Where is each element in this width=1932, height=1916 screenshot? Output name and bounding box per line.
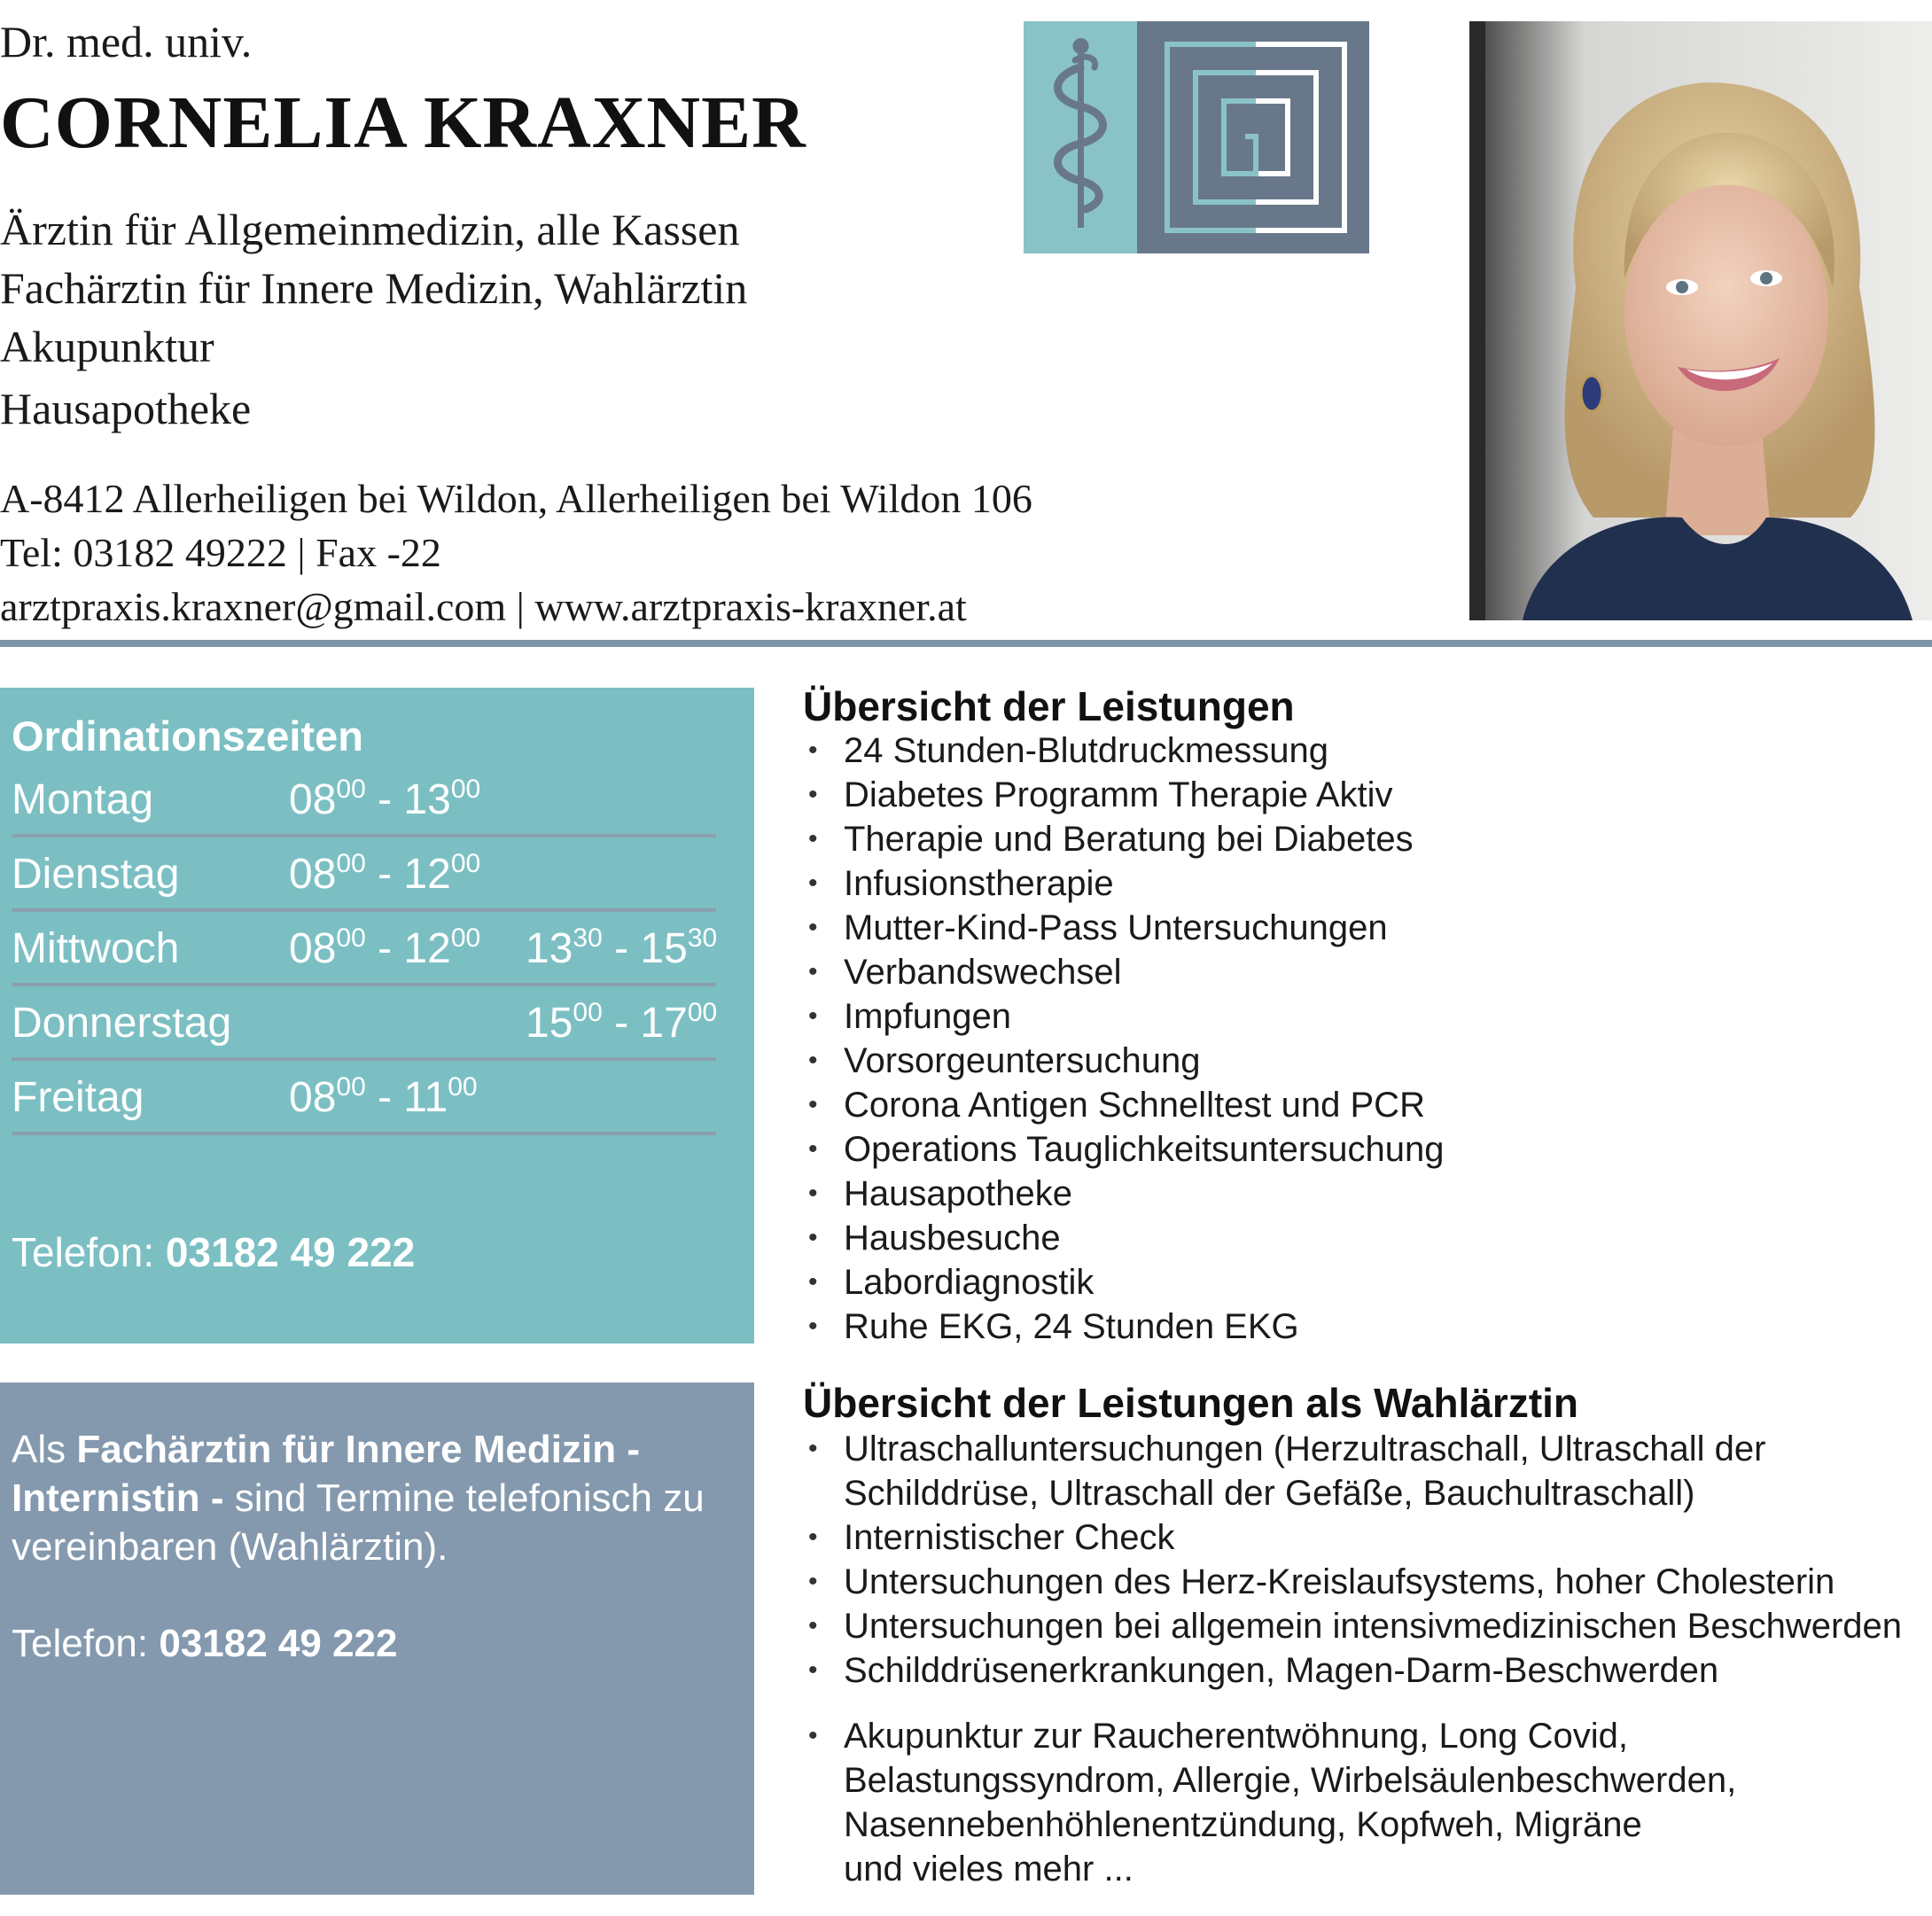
service-item: • Hausapotheke [803, 1172, 1444, 1216]
hours-slot: $08^{00} - 12^{00}$ [289, 849, 481, 898]
phone-fax: Tel: 03182 49222 | Fax -22 [0, 530, 441, 575]
hours-slot: $08^{00} - 11^{00}$ [289, 1072, 478, 1121]
hours-slot: $08^{00} - 12^{00}$ [289, 923, 481, 972]
private-service-item: • Untersuchungen des Herz-Kreislaufsystems, hoher Cholesterin [803, 1560, 1902, 1604]
private-service-item: • Internistischer Check [803, 1515, 1902, 1560]
service-item: • Ruhe EKG, 24 Stunden EKG [803, 1305, 1444, 1349]
email-web: arztpraxis.kraxner@gmail.com | www.arztpraxis-kraxner.at [0, 584, 967, 629]
service-item: • Therapie und Beratung bei Diabetes [803, 817, 1444, 861]
practice-logo [1024, 21, 1369, 253]
service-item: • Diabetes Programm Therapie Aktiv [803, 773, 1444, 817]
doctor-titles [0, 200, 747, 438]
hours-row-thursday [12, 986, 716, 1061]
day-label: Dienstag [12, 851, 180, 898]
contact-block [0, 471, 1032, 634]
private-service-item: • Schilddrüsenerkrankungen, Magen-Darm-Beschwerden [803, 1648, 1902, 1693]
hours-row-monday [12, 763, 716, 837]
service-item: • Hausbesuche [803, 1216, 1444, 1260]
services-list [803, 728, 1444, 1349]
hours-row-wednesday [12, 912, 716, 986]
info-phone: Telefon: 03182 49 222 [12, 1622, 398, 1665]
service-item: • Operations Tauglichkeitsuntersuchung [803, 1127, 1444, 1172]
hours-row-tuesday [12, 837, 716, 912]
private-service-item: • Ultraschalluntersuchungen (Herzultraschall, Ultraschall der Schilddrüse, Ultraschall der Gefäße, Bauchultraschall) [803, 1427, 1902, 1515]
day-label: Montag [12, 776, 154, 823]
service-item: • Verbandswechsel [803, 950, 1444, 994]
hours-slot-afternoon: $15^{00} - 17^{00}$ [526, 998, 718, 1047]
day-label: Mittwoch [12, 925, 180, 972]
doctor-degree: Dr. med. univ. [0, 17, 253, 66]
private-service-item: • Untersuchungen bei allgemein intensivmedizinischen Beschwerden [803, 1604, 1902, 1648]
title-line: Ärztin für Allgemeinmedizin, alle Kassen [0, 205, 740, 254]
hours-row-friday [12, 1061, 716, 1135]
header-divider [0, 640, 1932, 647]
phone-number[interactable]: 03182 49 222 [159, 1622, 398, 1665]
hours-slot-afternoon: $13^{30} - 15^{30}$ [526, 923, 718, 972]
hours-phone: Telefon: 03182 49 222 [12, 1229, 416, 1275]
private-services-list [803, 1427, 1902, 1891]
opening-hours-panel [0, 688, 754, 1344]
private-services-title: Übersicht der Leistungen als Wahlärztin [803, 1380, 1579, 1426]
doctor-name: CORNELIA KRAXNER [0, 82, 806, 164]
doctor-portrait [1469, 21, 1932, 620]
title-line: Akupunktur [0, 322, 214, 371]
day-label: Freitag [12, 1074, 144, 1121]
hours-slot: $08^{00} - 13^{00}$ [289, 775, 481, 823]
service-item: • Mutter-Kind-Pass Untersuchungen [803, 906, 1444, 950]
specialist-info-panel [0, 1382, 754, 1895]
private-service-item: • Akupunktur zur Raucherentwöhnung, Long Covid, Belastungssyndrom, Allergie, Wirbelsäulenbeschwerden, Nasennebenhöhlenentzündung, Kopfweh, Migräne und vieles mehr ... [803, 1714, 1902, 1891]
day-label: Donnerstag [12, 1000, 232, 1047]
opening-hours-title: Ordinationszeiten [12, 713, 363, 759]
title-line: Fachärztin für Innere Medizin, Wahlärztin [0, 263, 748, 313]
address: A-8412 Allerheiligen bei Wildon, Allerheiligen bei Wildon 106 [0, 476, 1032, 521]
service-item: • Labordiagnostik [803, 1260, 1444, 1305]
service-item: • Vorsorgeuntersuchung [803, 1039, 1444, 1083]
title-line: Hausapotheke [0, 384, 252, 433]
service-item: • Impfungen [803, 994, 1444, 1039]
service-item: • 24 Stunden-Blutdruckmessung [803, 728, 1444, 773]
spiral-icon [1167, 44, 1344, 230]
specialist-info-text: Als Fachärztin für Innere Medizin - Internistin - sind Termine telefonisch zu vereinbaren (Wahlärztin). [12, 1428, 705, 1569]
phone-number[interactable]: 03182 49 222 [165, 1229, 416, 1275]
services-title: Übersicht der Leistungen [803, 683, 1295, 729]
service-item: • Corona Antigen Schnelltest und PCR [803, 1083, 1444, 1127]
service-item: • Infusionstherapie [803, 861, 1444, 906]
